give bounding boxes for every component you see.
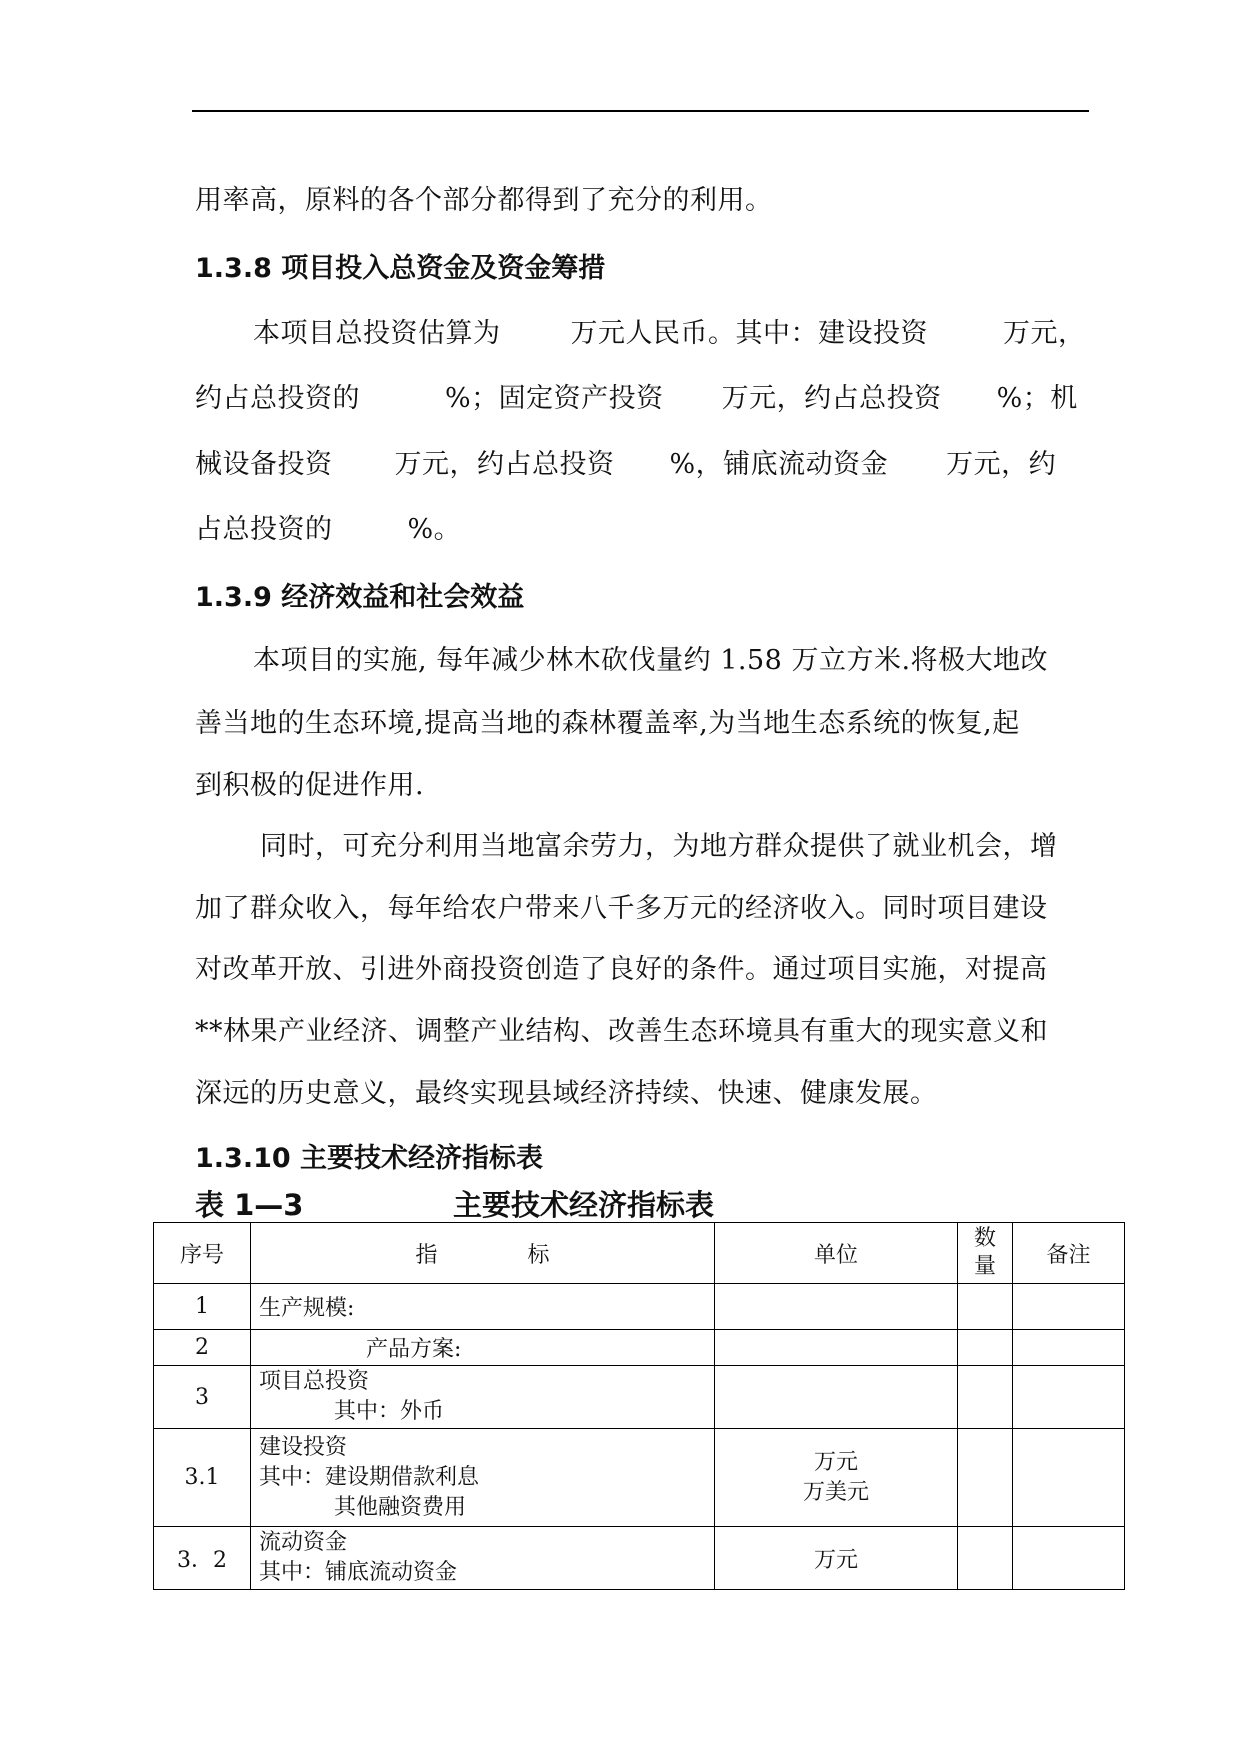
benefit-p2-line-4: **林果产业经济、调整产业结构、改善生态环境具有重大的现实意义和	[195, 1016, 1048, 1047]
table-row	[154, 1527, 1125, 1590]
indicator-line: 其他融资费用	[334, 1494, 467, 1520]
table-caption-title: 主要技术经济指标表	[453, 1188, 715, 1222]
cell-quantity	[958, 1330, 1013, 1366]
col-header-quantity	[958, 1223, 1013, 1284]
indicator-line: 其中：外币	[334, 1399, 445, 1424]
text-segment: 本项目总投资估算为	[253, 318, 501, 349]
benefit-p2-line-2: 加了群众收入，每年给农户带来八千多万元的经济收入。同时项目建设	[195, 893, 1048, 924]
indicator-line: 项目总投资	[259, 1369, 370, 1394]
benefit-p2-line-1: 同时，可充分利用当地富余劳力，为地方群众提供了就业机会，增	[260, 831, 1058, 862]
cell-remark	[1013, 1284, 1125, 1330]
cell-indicator	[251, 1527, 715, 1590]
table-row	[154, 1366, 1125, 1429]
cell-quantity	[958, 1527, 1013, 1590]
unit-line: 万元	[813, 1449, 858, 1475]
text-segment: 万元，约占总投资	[721, 383, 942, 414]
cell-no: 1	[154, 1284, 251, 1330]
table-row	[154, 1330, 1125, 1366]
header-text: 标	[527, 1242, 550, 1268]
indicator-line: 建设投资	[259, 1434, 348, 1460]
text-segment: 械设备投资	[195, 449, 333, 480]
cell-indicator: 产品方案:	[251, 1330, 715, 1366]
text-segment: %，铺底流动资金	[669, 449, 889, 480]
cell-remark	[1013, 1366, 1125, 1429]
cell-indicator: 生产规模:	[251, 1284, 715, 1330]
benefit-p2-line-5: 深远的历史意义，最终实现县域经济持续、快速、健康发展。	[195, 1078, 938, 1109]
col-header-unit: 单位	[715, 1223, 958, 1284]
cell-unit	[715, 1330, 958, 1366]
col-header-indicator	[251, 1223, 715, 1284]
table-row	[154, 1284, 1125, 1330]
header-rule	[192, 110, 1089, 112]
section-heading-1-3-10: 1.3.10 主要技术经济指标表	[195, 1143, 544, 1174]
text-segment: %。	[407, 514, 462, 545]
cell-unit	[715, 1284, 958, 1330]
benefit-p1-line-2: 善当地的生态环境,提高当地的森林覆盖率,为当地生态系统的恢复,起	[195, 708, 1020, 739]
indicator-line: 其中：铺底流动资金	[259, 1560, 458, 1585]
investment-line-2	[195, 376, 1078, 415]
col-header-no: 序号	[154, 1223, 251, 1284]
benefit-p2-line-3: 对改革开放、引进外商投资创造了良好的条件。通过项目实施，对提高	[195, 954, 1048, 985]
cell-unit	[715, 1429, 958, 1527]
text-segment: 万元，约	[946, 449, 1057, 480]
investment-line-3	[195, 442, 1056, 481]
cell-indicator	[251, 1429, 715, 1527]
section-heading-1-3-8: 1.3.8 项目投入总资金及资金筹措	[195, 253, 606, 284]
text-segment: 占总投资的	[195, 514, 333, 545]
cell-no: 3	[154, 1366, 251, 1429]
col-header-remark: 备注	[1013, 1223, 1125, 1284]
table-header-row	[154, 1223, 1125, 1284]
header-text: 量	[973, 1254, 996, 1279]
benefit-p1-line-3: 到积极的促进作用.	[195, 770, 425, 801]
cell-quantity	[958, 1429, 1013, 1527]
cell-remark	[1013, 1527, 1125, 1590]
text-segment: 万元，约占总投资	[394, 449, 615, 480]
text-segment: %；固定资产投资	[445, 383, 664, 414]
text-segment: 万元，	[1003, 318, 1086, 349]
cell-quantity	[958, 1366, 1013, 1429]
benefit-p1-line-1: 本项目的实施, 每年减少林木砍伐量约 1.58 万立方米.将极大地改	[253, 645, 1049, 676]
text-segment: 万元人民币。其中：建设投资	[570, 318, 928, 349]
indicator-line: 其中：建设期借款利息	[259, 1464, 480, 1490]
header-text: 指	[415, 1242, 438, 1268]
indicator-line: 流动资金	[259, 1530, 348, 1555]
investment-line-4	[195, 507, 461, 546]
cell-remark	[1013, 1330, 1125, 1366]
table-caption-number: 表 1—3	[195, 1188, 304, 1222]
cell-remark	[1013, 1429, 1125, 1527]
cell-quantity	[958, 1284, 1013, 1330]
cell-no: 3．2	[154, 1527, 251, 1590]
section-heading-1-3-9: 1.3.9 经济效益和社会效益	[195, 582, 525, 613]
intro-line: 用率高，原料的各个部分都得到了充分的利用。	[195, 185, 773, 216]
cell-no: 2	[154, 1330, 251, 1366]
text-segment: %；机	[996, 383, 1078, 414]
cell-unit: 万元	[715, 1527, 958, 1590]
cell-indicator	[251, 1366, 715, 1429]
unit-line: 万美元	[802, 1479, 869, 1505]
indicator-table	[153, 1222, 1125, 1590]
cell-no: 3.1	[154, 1429, 251, 1527]
text-segment: 约占总投资的	[195, 383, 360, 414]
cell-unit	[715, 1366, 958, 1429]
table-row	[154, 1429, 1125, 1527]
header-text: 数	[973, 1226, 996, 1251]
investment-line-1	[253, 311, 1086, 350]
